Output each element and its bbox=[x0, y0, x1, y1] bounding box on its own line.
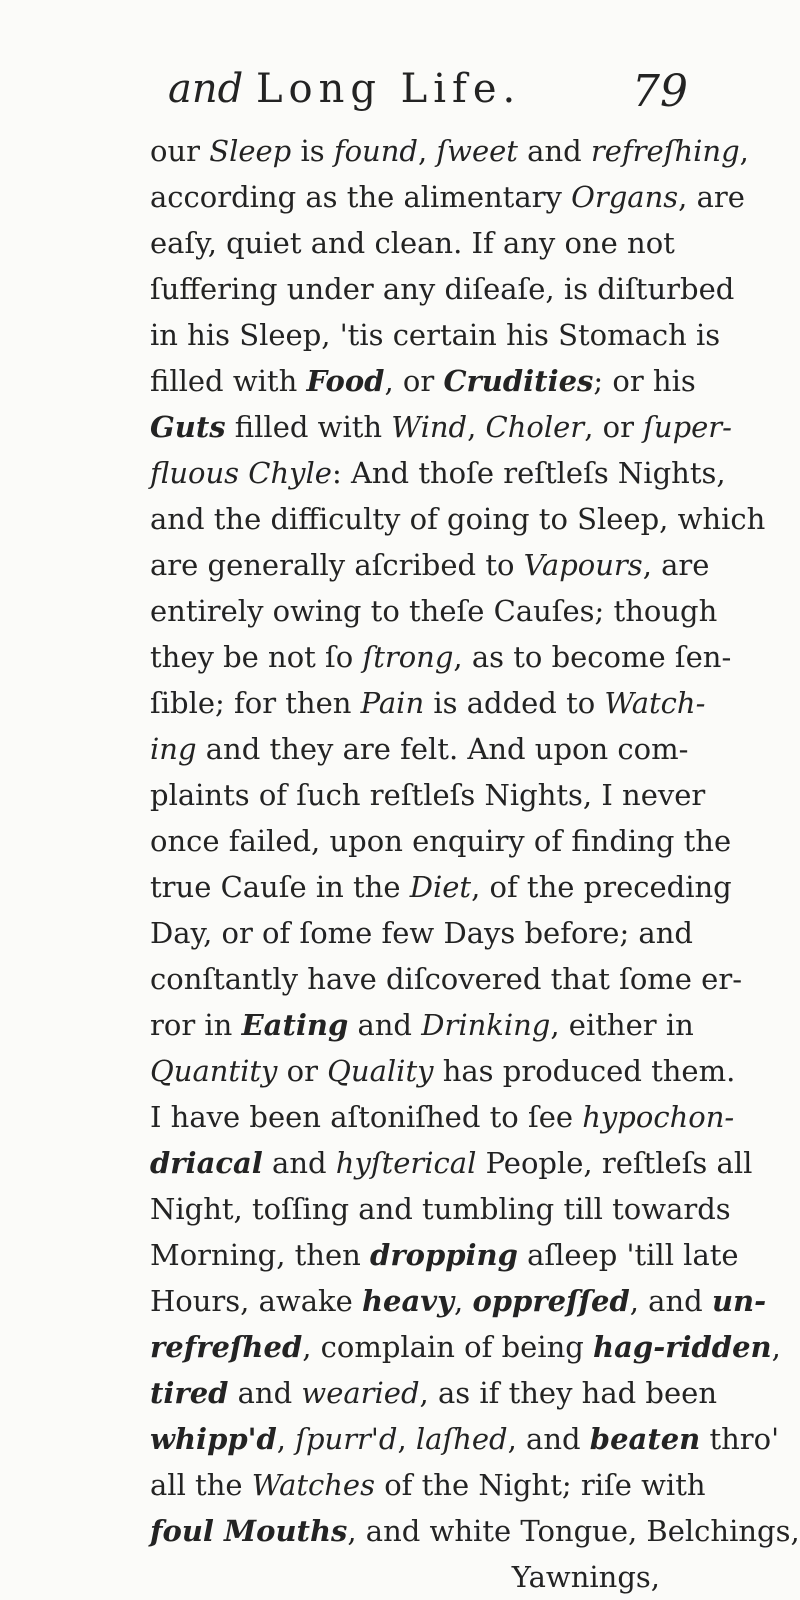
text-segment: and bbox=[262, 1146, 336, 1180]
text-segment: are generally aſcribed to bbox=[150, 548, 524, 582]
emphasized-text: un- bbox=[711, 1284, 767, 1318]
text-segment: ; or his bbox=[593, 364, 696, 398]
emphasized-text: ſuper- bbox=[643, 410, 732, 444]
emphasized-text: foul Mouths bbox=[150, 1514, 348, 1548]
text-line bbox=[150, 1002, 694, 1048]
text-segment: has produced them. bbox=[433, 1054, 736, 1088]
text-segment: is added to bbox=[424, 686, 605, 720]
text-segment: , either in bbox=[550, 1008, 694, 1042]
emphasized-text: hypochon- bbox=[582, 1100, 735, 1134]
text-segment: , or bbox=[384, 364, 444, 398]
emphasized-text: Watches bbox=[251, 1468, 375, 1502]
emphasized-text: Organs bbox=[571, 180, 679, 214]
emphasized-text: driacal bbox=[150, 1146, 263, 1180]
emphasized-text: Choler bbox=[485, 410, 585, 444]
text-segment: and bbox=[517, 134, 591, 168]
text-segment: conſtantly have diſcovered that ſome er- bbox=[150, 962, 743, 996]
emphasized-text: Food bbox=[306, 364, 385, 398]
text-line bbox=[150, 128, 749, 174]
body-text bbox=[150, 128, 800, 1600]
text-line bbox=[150, 588, 718, 634]
text-segment: of the Night; riſe with bbox=[374, 1468, 706, 1502]
text-segment: and bbox=[348, 1008, 422, 1042]
text-segment: , bbox=[397, 1422, 416, 1456]
emphasized-text: Vapours bbox=[523, 548, 643, 582]
text-segment: and the difficulty of going to Sleep, which bbox=[150, 502, 766, 536]
text-line bbox=[150, 174, 745, 220]
text-line bbox=[150, 1324, 781, 1370]
text-segment: , bbox=[454, 1284, 473, 1318]
emphasized-text: found bbox=[333, 134, 418, 168]
text-segment: is bbox=[291, 134, 334, 168]
text-line bbox=[150, 404, 732, 450]
text-segment: , bbox=[417, 134, 437, 168]
text-segment: true Cauſe in the bbox=[150, 870, 410, 904]
header-prefix: and bbox=[168, 66, 244, 112]
emphasized-text: Pain bbox=[360, 686, 425, 720]
text-segment: , or bbox=[584, 410, 644, 444]
page-number: 79 bbox=[632, 66, 688, 117]
text-segment: , bbox=[739, 134, 749, 168]
text-segment: and they are felt. And upon com- bbox=[196, 732, 689, 766]
emphasized-text: tired bbox=[150, 1376, 229, 1410]
text-line bbox=[150, 450, 726, 496]
text-line bbox=[150, 220, 675, 266]
text-segment: filled with bbox=[150, 364, 307, 398]
text-segment: Hours, awake bbox=[150, 1284, 362, 1318]
text-line bbox=[150, 1416, 780, 1462]
emphasized-text: dropping bbox=[370, 1238, 518, 1272]
text-segment: in his Sleep, 'tis certain his Stomach is bbox=[150, 318, 721, 352]
text-segment: , are bbox=[678, 180, 745, 214]
emphasized-text: oppreſſed bbox=[472, 1284, 630, 1318]
text-line bbox=[150, 910, 693, 956]
text-segment: , as to become ſen- bbox=[453, 640, 732, 674]
emphasized-text: hag-ridden bbox=[593, 1330, 772, 1364]
text-line bbox=[150, 1370, 717, 1416]
text-segment: plaints of ſuch reſtleſs Nights, I never bbox=[150, 778, 706, 812]
text-segment: Day, or of ſome few Days before; and bbox=[150, 916, 693, 950]
text-line bbox=[150, 1554, 660, 1600]
header-title: Long Life. bbox=[255, 66, 522, 112]
text-segment: , bbox=[276, 1422, 296, 1456]
emphasized-text: Drinking bbox=[421, 1008, 551, 1042]
emphasized-text: heavy bbox=[361, 1284, 454, 1318]
emphasized-text: Quality bbox=[327, 1054, 434, 1088]
text-segment: , complain of being bbox=[302, 1330, 594, 1364]
text-segment: our bbox=[150, 134, 210, 168]
text-line bbox=[150, 818, 732, 864]
emphasized-text: beaten bbox=[589, 1422, 701, 1456]
text-segment: , and white Tongue, Belchings, bbox=[347, 1514, 800, 1548]
text-segment: according as the alimentary bbox=[150, 180, 572, 214]
text-segment: ror in bbox=[150, 1008, 242, 1042]
emphasized-text: Crudities bbox=[443, 364, 594, 398]
text-line bbox=[150, 312, 721, 358]
text-line bbox=[150, 1048, 736, 1094]
text-line bbox=[150, 634, 732, 680]
text-segment: or bbox=[277, 1054, 328, 1088]
emphasized-text: whipp'd bbox=[150, 1422, 277, 1456]
text-line bbox=[150, 726, 689, 772]
text-line bbox=[150, 680, 706, 726]
text-line bbox=[150, 1140, 753, 1186]
text-line bbox=[150, 1278, 767, 1324]
emphasized-text: refreſhing bbox=[590, 134, 740, 168]
text-segment: , of the preceding bbox=[471, 870, 732, 904]
text-segment: ſible; for then bbox=[150, 686, 361, 720]
text-segment: and bbox=[228, 1376, 302, 1410]
text-segment: entirely owing to theſe Cauſes; though bbox=[150, 594, 718, 628]
emphasized-text: Wind bbox=[391, 410, 468, 444]
text-segment: I have been aſtoniſhed to ſee bbox=[150, 1100, 583, 1134]
text-line bbox=[150, 496, 766, 542]
text-segment: , are bbox=[642, 548, 710, 582]
text-segment: , and bbox=[629, 1284, 712, 1318]
emphasized-text: hyſterical bbox=[335, 1146, 477, 1180]
text-segment: People, reſtleſs all bbox=[476, 1146, 753, 1180]
text-line bbox=[150, 1232, 739, 1278]
text-segment: thro' bbox=[700, 1422, 780, 1456]
text-line bbox=[150, 864, 732, 910]
emphasized-text: Quantity bbox=[150, 1054, 278, 1088]
running-header bbox=[168, 66, 688, 126]
running-title bbox=[168, 66, 521, 112]
text-segment: once failed, upon enquiry of finding the bbox=[150, 824, 732, 858]
emphasized-text: Diet bbox=[409, 870, 472, 904]
text-segment: , bbox=[771, 1330, 781, 1364]
text-line bbox=[150, 1094, 735, 1140]
text-segment: filled with bbox=[225, 410, 392, 444]
text-line bbox=[150, 266, 735, 312]
emphasized-text: ſpurr'd bbox=[295, 1422, 398, 1456]
text-segment: , as if they had been bbox=[419, 1376, 717, 1410]
text-segment: : And thoſe reſtleſs Nights, bbox=[331, 456, 726, 490]
text-segment: eaſy, quiet and clean. If any one not bbox=[150, 226, 675, 260]
emphasized-text: refreſhed bbox=[150, 1330, 303, 1364]
emphasized-text: Eating bbox=[241, 1008, 349, 1042]
text-line bbox=[150, 358, 696, 404]
text-segment: aſleep 'till late bbox=[517, 1238, 739, 1272]
text-line bbox=[150, 1508, 800, 1554]
text-segment: Night, toſſing and tumbling till towards bbox=[150, 1192, 731, 1226]
text-segment: , and bbox=[507, 1422, 590, 1456]
emphasized-text: laſhed bbox=[415, 1422, 508, 1456]
text-line bbox=[150, 1462, 706, 1508]
text-segment: all the bbox=[150, 1468, 252, 1502]
emphasized-text: fluous Chyle bbox=[150, 456, 332, 490]
emphasized-text: Sleep bbox=[209, 134, 292, 168]
text-line bbox=[150, 956, 743, 1002]
text-segment: ſuffering under any diſeaſe, is diſturbed bbox=[150, 272, 735, 306]
text-line bbox=[150, 542, 710, 588]
emphasized-text: wearied bbox=[301, 1376, 420, 1410]
text-segment: Morning, then bbox=[150, 1238, 371, 1272]
emphasized-text: ſtrong bbox=[362, 640, 454, 674]
emphasized-text: ing bbox=[150, 732, 197, 766]
text-segment: , bbox=[467, 410, 486, 444]
text-line bbox=[150, 772, 706, 818]
text-line bbox=[150, 1186, 731, 1232]
emphasized-text: Watch- bbox=[604, 686, 706, 720]
emphasized-text: Guts bbox=[150, 410, 226, 444]
text-segment: Yawnings, bbox=[511, 1560, 660, 1594]
emphasized-text: ſweet bbox=[436, 134, 518, 168]
text-segment: they be not ſo bbox=[150, 640, 363, 674]
